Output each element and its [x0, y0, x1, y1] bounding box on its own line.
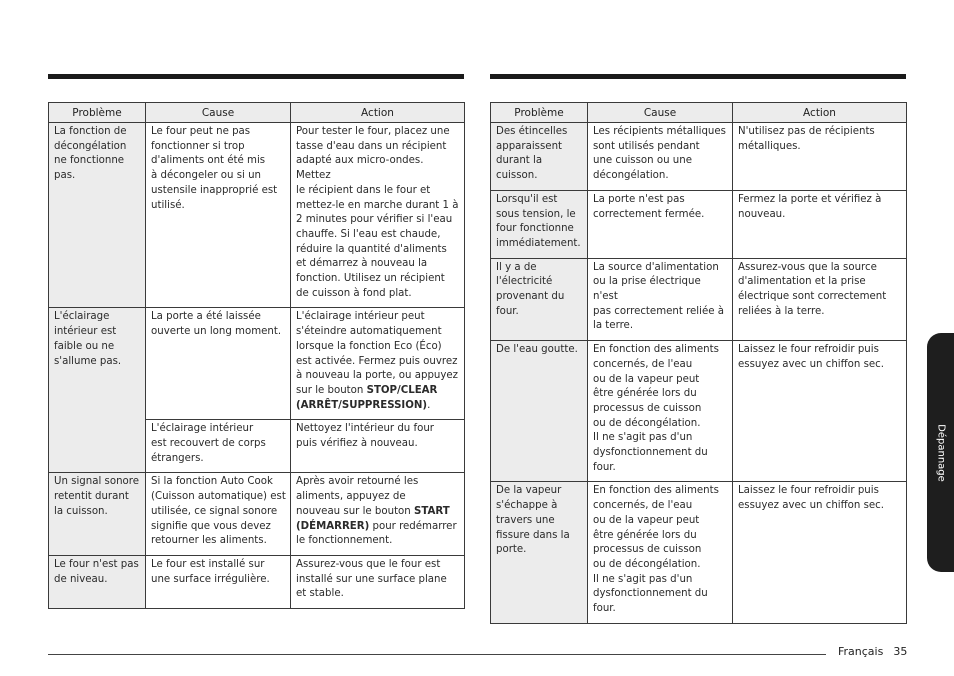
problem-cell: L'éclairage intérieur est faible ou ne s'allume pas. — [49, 308, 146, 473]
action-cell: Laissez le four refroidir puis essuyez avec un chiffon sec. — [733, 482, 907, 623]
header-cause: Cause — [146, 103, 291, 123]
table-row — [49, 555, 465, 608]
page-footer — [838, 645, 907, 658]
problem-cell: La fonction de décongélation ne fonctionne pas. — [49, 123, 146, 308]
action-text: L'éclairage intérieur peut s'éteindre automatiquement lorsque la fonction Eco (Éco) est activée. Fermez puis ouvrez à nouveau la porte, ou appuyez sur le bouton — [296, 311, 459, 396]
cause-cell: La porte n'est pas correctement fermée. — [588, 190, 733, 258]
header-action: Action — [291, 103, 465, 123]
table-row — [491, 123, 907, 191]
header-cause: Cause — [588, 103, 733, 123]
action-cell: Assurez-vous que la source d'alimentation et la prise électrique sont correctement reliées à la terre. — [733, 258, 907, 341]
section-rule-left — [48, 74, 464, 79]
action-text: . — [427, 399, 431, 411]
cause-cell: La source d'alimentation ou la prise électrique n'est pas correctement reliée à la terre. — [588, 258, 733, 341]
action-cell — [291, 308, 465, 420]
action-cell: Pour tester le four, placez une tasse d'eau dans un récipient adapté aux micro-ondes. Mettez le récipient dans le four et mettez-le en marche durant 1 à 2 minutes pour vérifier si l'eau chauffe. Si l'eau est chaude, réduire la quantité d'aliments et démarrez à nouveau la fonction. Utilisez un récipient de cuisson à fond plat. — [291, 123, 465, 308]
problem-cell: Un signal sonore retentit durant la cuisson. — [49, 473, 146, 556]
problem-cell: Le four n'est pas de niveau. — [49, 555, 146, 608]
table-header-row — [49, 103, 465, 123]
table-row — [49, 308, 465, 420]
cause-cell: En fonction des aliments concernés, de l'eau ou de la vapeur peut être générée lors du processus de cuisson ou de décongélation. Il ne s'agit pas d'un dysfonctionnement du four. — [588, 482, 733, 623]
chapter-tab-label: Dépannage — [935, 423, 946, 482]
problem-cell: Des étincelles apparaissent durant la cuisson. — [491, 123, 588, 191]
button-name-text: START (DÉMARRER) — [296, 505, 450, 532]
cause-cell: Le four est installé sur une surface irrégulière. — [146, 555, 291, 608]
header-action: Action — [733, 103, 907, 123]
action-cell: Assurez-vous que le four est installé sur une surface plane et stable. — [291, 555, 465, 608]
footer-language: Français — [838, 645, 884, 658]
cause-cell: Le four peut ne pas fonctionner si trop d'aliments ont été mis à décongeler ou si un ustensile inapproprié est utilisé. — [146, 123, 291, 308]
action-cell: Fermez la porte et vérifiez à nouveau. — [733, 190, 907, 258]
cause-cell: En fonction des aliments concernés, de l'eau ou de la vapeur peut être générée lors du processus de cuisson ou de décongélation. Il ne s'agit pas d'un dysfonctionnement du four. — [588, 341, 733, 482]
cause-cell: Si la fonction Auto Cook (Cuisson automatique) est utilisée, ce signal sonore signifie que vous devez retourner les aliments. — [146, 473, 291, 556]
action-cell: Nettoyez l'intérieur du four puis vérifiez à nouveau. — [291, 420, 465, 473]
table-header-row — [491, 103, 907, 123]
problem-cell: Lorsqu'il est sous tension, le four fonctionne immédiatement. — [491, 190, 588, 258]
page-number: 35 — [893, 645, 908, 658]
problem-cell: Il y a de l'électricité provenant du four. — [491, 258, 588, 341]
cause-cell: Les récipients métalliques sont utilisés pendant une cuisson ou une décongélation. — [588, 123, 733, 191]
problem-cell: De la vapeur s'échappe à travers une fissure dans la porte. — [491, 482, 588, 623]
action-text: Après avoir retourné les aliments, appuyez de nouveau sur le bouton — [296, 476, 419, 517]
troubleshooting-table-left — [48, 102, 465, 609]
button-name-text: STOP/CLEAR (ARRÊT/SUPPRESSION) — [296, 384, 438, 411]
chapter-side-tab[interactable] — [927, 333, 954, 572]
table-row — [491, 482, 907, 623]
action-cell — [291, 473, 465, 556]
table-row — [491, 258, 907, 341]
table-row — [49, 123, 465, 308]
header-problem: Problème — [491, 103, 588, 123]
table-row — [491, 341, 907, 482]
action-text: pour redémarrer le fonctionnement. — [296, 520, 457, 547]
table-row — [491, 190, 907, 258]
footer-rule — [48, 654, 826, 655]
action-cell: Laissez le four refroidir puis essuyez avec un chiffon sec. — [733, 341, 907, 482]
action-cell: N'utilisez pas de récipients métalliques. — [733, 123, 907, 191]
table-row — [49, 473, 465, 556]
problem-cell: De l'eau goutte. — [491, 341, 588, 482]
cause-cell: L'éclairage intérieur est recouvert de corps étrangers. — [146, 420, 291, 473]
troubleshooting-table-right — [490, 102, 907, 624]
cause-cell: La porte a été laissée ouverte un long moment. — [146, 308, 291, 420]
section-rule-right — [490, 74, 906, 79]
header-problem: Problème — [49, 103, 146, 123]
